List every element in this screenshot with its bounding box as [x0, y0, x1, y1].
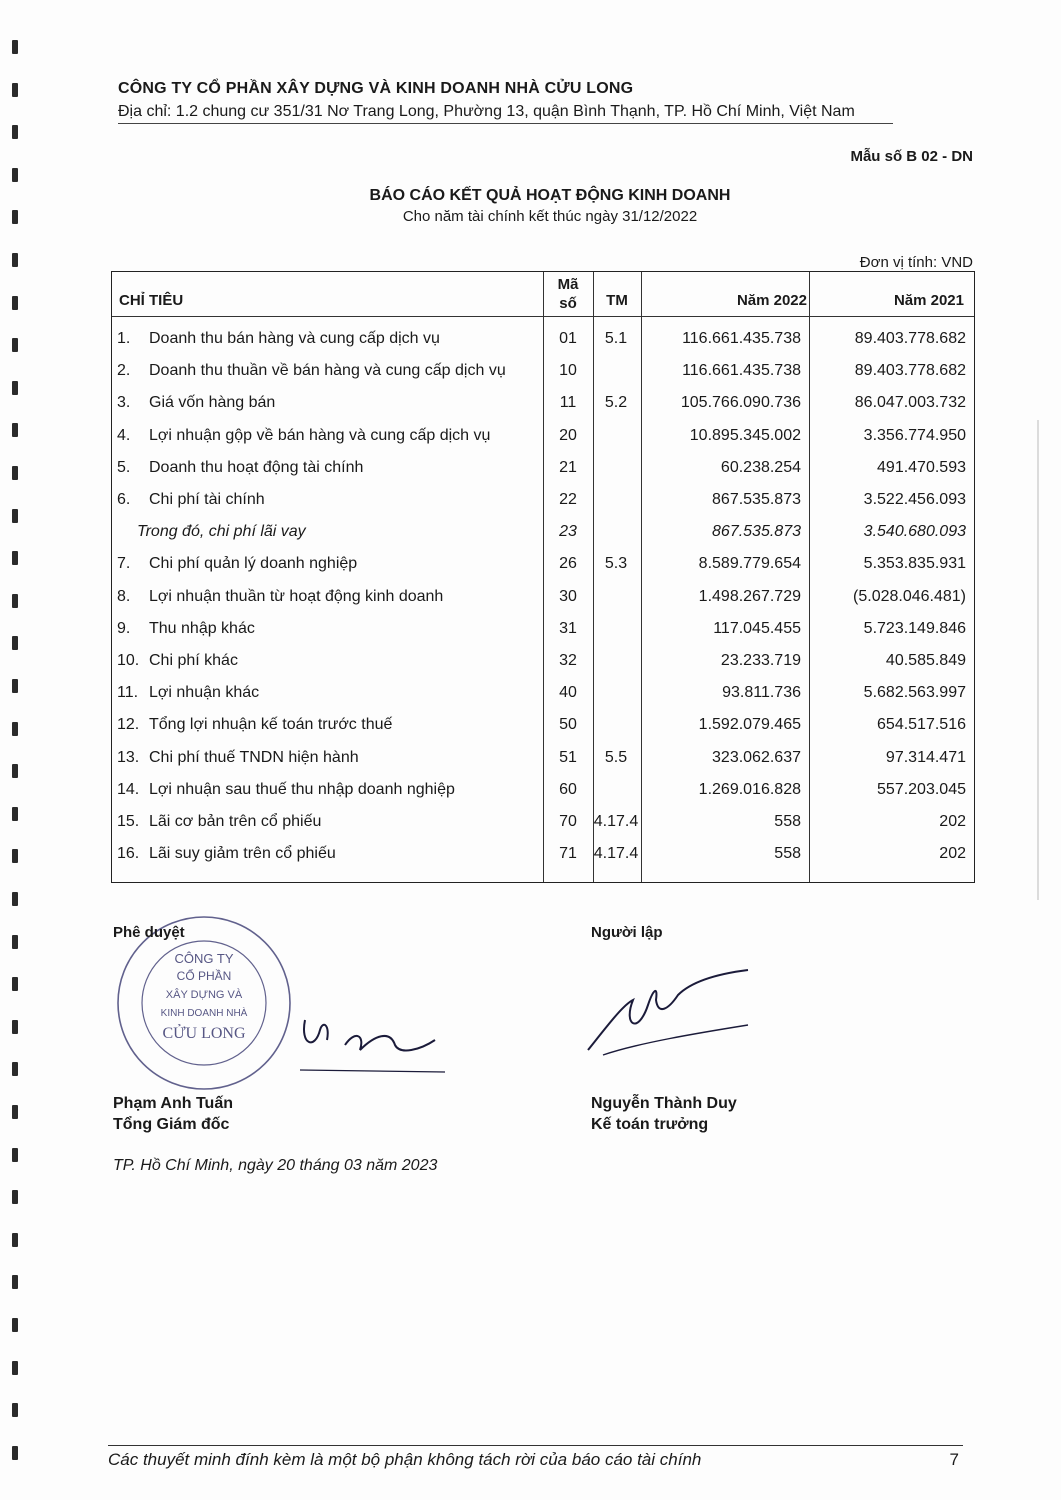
binder-hole	[12, 594, 18, 608]
row-note: 4.17.4	[593, 813, 639, 830]
value-2021: 202	[939, 813, 966, 830]
table-row	[112, 549, 974, 581]
value-2021: 3.356.774.950	[863, 426, 966, 444]
binder-hole	[12, 977, 18, 991]
binder-hole	[12, 1020, 18, 1034]
row-number: 8.	[117, 587, 131, 605]
row-label: Tổng lợi nhuận kế toán trước thuế	[149, 716, 393, 734]
row-number: 4.	[117, 426, 131, 444]
binder-hole	[12, 722, 18, 736]
svg-text:XÂY DỰNG VÀ: XÂY DỰNG VÀ	[165, 989, 243, 1001]
footer	[108, 1445, 963, 1470]
form-code: Mẫu số B 02 - DN	[850, 148, 973, 165]
binder-hole	[12, 1361, 18, 1375]
table-row	[112, 678, 974, 710]
row-number: 2.	[117, 362, 131, 380]
row-label: Chi phí tài chính	[149, 491, 265, 508]
value-2022: 116.661.435.738	[682, 362, 801, 380]
row-note: 5.3	[604, 555, 628, 573]
svg-text:CỔ PHẦN: CỔ PHẦN	[176, 969, 232, 983]
value-2021: (5.028.046.481)	[853, 587, 966, 605]
row-number: 15.	[117, 813, 140, 830]
row-label: Lãi suy giảm trên cổ phiếu	[149, 845, 336, 863]
report-subtitle: Cho năm tài chính kết thúc ngày 31/12/2022	[402, 208, 698, 225]
table-row	[112, 388, 974, 420]
binder-hole	[12, 679, 18, 693]
row-number: 5.	[117, 458, 131, 476]
row-number: 3.	[117, 394, 131, 412]
value-2022: 116.661.435.738	[682, 330, 801, 347]
binder-hole	[12, 1190, 18, 1204]
row-code: 51	[559, 748, 577, 766]
binder-hole	[12, 1403, 18, 1417]
row-label: Lợi nhuận gộp về bán hàng và cung cấp dịch vụ	[149, 426, 491, 444]
value-2022: 867.535.873	[712, 491, 801, 508]
row-code: 20	[559, 426, 577, 444]
row-code: 60	[559, 780, 577, 798]
row-number: 16.	[117, 845, 140, 863]
row-code: 32	[559, 652, 577, 669]
table-row	[112, 710, 974, 742]
row-label: Lợi nhuận khác	[149, 684, 260, 702]
report-title: BÁO CÁO KẾT QUẢ HOẠT ĐỘNG KINH DOANH	[369, 187, 731, 204]
table-row	[112, 743, 974, 775]
row-number: 13.	[117, 748, 140, 766]
table-row	[112, 807, 974, 839]
value-2021: 3.540.680.093	[863, 523, 966, 541]
row-label: Chi phí quản lý doanh nghiệp	[149, 555, 358, 573]
binder-hole	[12, 83, 18, 97]
row-label: Lợi nhuận sau thuế thu nhập doanh nghiệp	[149, 780, 455, 798]
row-label: Thu nhập khác	[149, 619, 255, 637]
header-year-2022: Năm 2022	[736, 292, 807, 309]
value-2021: 86.047.003.732	[854, 394, 966, 412]
row-note: 4.17.4	[593, 845, 639, 863]
value-2022: 117.045.455	[713, 619, 801, 637]
table-row	[112, 421, 974, 453]
binder-hole	[12, 296, 18, 310]
value-2021: 5.723.149.846	[863, 619, 966, 637]
row-label: Chi phí khác	[149, 652, 238, 669]
value-2022: 323.062.637	[712, 748, 801, 766]
binder-hole	[12, 807, 18, 821]
header-code-line1: Mã	[557, 276, 579, 293]
table-row	[112, 485, 974, 517]
binder-hole	[12, 1275, 18, 1289]
binder-hole	[12, 1233, 18, 1247]
row-code: 40	[559, 684, 577, 702]
row-number: 9.	[117, 619, 131, 637]
row-number: 6.	[117, 491, 131, 508]
table-row	[112, 614, 974, 646]
value-2022: 93.811.736	[722, 684, 801, 702]
row-label: Doanh thu hoạt động tài chính	[149, 458, 364, 476]
value-2022: 867.535.873	[712, 523, 801, 541]
value-2021: 97.314.471	[885, 748, 966, 766]
binder-hole	[12, 849, 18, 863]
value-2021: 654.517.516	[877, 716, 966, 734]
table-row	[112, 356, 974, 388]
row-code: 30	[559, 587, 577, 605]
row-label: Chi phí thuế TNDN hiện hành	[149, 748, 359, 766]
binder-hole	[12, 1148, 18, 1162]
row-code: 23	[559, 523, 577, 541]
binder-hole	[12, 764, 18, 778]
value-2021: 89.403.778.682	[854, 330, 966, 347]
value-2021: 202	[939, 845, 966, 863]
value-2021: 40.585.849	[885, 652, 966, 669]
svg-text:CỬU LONG: CỬU LONG	[162, 1025, 246, 1042]
value-2022: 10.895.345.002	[689, 426, 801, 444]
table-row	[112, 453, 974, 485]
binder-hole	[12, 892, 18, 906]
binder-hole	[12, 125, 18, 139]
preparer-label: Người lập	[591, 924, 663, 941]
income-statement-table	[111, 271, 975, 883]
table-row	[112, 582, 974, 614]
row-code: 11	[559, 394, 577, 412]
approver-signature	[295, 1000, 455, 1075]
svg-text:KINH DOANH NHÀ: KINH DOANH NHÀ	[160, 1008, 248, 1019]
value-2022: 23.233.719	[720, 652, 801, 669]
binder-hole	[12, 1105, 18, 1119]
value-2021: 3.522.456.093	[863, 491, 966, 508]
preparer-signature	[578, 965, 758, 1065]
table-row	[112, 324, 974, 356]
row-code: 70	[559, 813, 577, 830]
row-number: 14.	[117, 780, 140, 798]
header-year-2021: Năm 2021	[893, 292, 964, 309]
row-number: 1.	[117, 330, 131, 347]
company-address: Địa chỉ: 1.2 chung cư 351/31 Nơ Trang Long, Phường 13, quận Bình Thạnh, TP. Hồ Chí Minh, Việt Nam	[118, 103, 893, 124]
binder-hole	[12, 551, 18, 565]
binder-hole	[12, 338, 18, 352]
row-label: Trong đó, chi phí lãi vay	[137, 523, 306, 541]
row-note: 5.5	[604, 748, 628, 766]
value-2022: 1.592.079.465	[698, 716, 801, 734]
row-code: 50	[559, 716, 577, 734]
row-code: 31	[559, 619, 577, 637]
value-2022: 8.589.779.654	[698, 555, 801, 573]
row-label: Lãi cơ bản trên cổ phiếu	[149, 813, 322, 830]
row-label: Doanh thu thuần về bán hàng và cung cấp dịch vụ	[149, 362, 506, 380]
header-code	[543, 275, 593, 313]
row-note: 5.1	[604, 330, 628, 347]
currency-unit: Đơn vị tính: VND	[859, 254, 973, 271]
value-2022: 105.766.090.736	[680, 394, 801, 412]
value-2021: 5.353.835.931	[863, 555, 966, 573]
row-note: 5.2	[604, 394, 628, 412]
row-label: Doanh thu bán hàng và cung cấp dịch vụ	[149, 330, 440, 347]
row-code: 01	[559, 330, 577, 347]
binder-hole	[12, 40, 18, 54]
binder-hole	[12, 1318, 18, 1332]
preparer-title: Kế toán trưởng	[591, 1116, 709, 1133]
value-2022: 558	[774, 845, 801, 863]
row-code: 26	[559, 555, 577, 573]
row-number: 12.	[117, 716, 140, 734]
footer-note: Các thuyết minh đính kèm là một bộ phận không tách rời của báo cáo tài chính	[108, 1450, 702, 1469]
value-2022: 60.238.254	[720, 458, 801, 476]
binder-hole	[12, 253, 18, 267]
header-divider	[112, 316, 974, 317]
binder-hole	[12, 509, 18, 523]
preparer-name: Nguyễn Thành Duy	[591, 1095, 737, 1112]
table-row	[112, 839, 974, 871]
row-code: 71	[559, 845, 577, 863]
binder-hole	[12, 423, 18, 437]
adjacent-page-edge	[1018, 420, 1058, 900]
row-number: 11.	[117, 684, 139, 702]
value-2021: 5.682.563.997	[863, 684, 966, 702]
value-2022: 558	[774, 813, 801, 830]
binder-hole	[12, 168, 18, 182]
svg-text:CÔNG TY: CÔNG TY	[174, 951, 234, 966]
signing-date: TP. Hồ Chí Minh, ngày 20 tháng 03 năm 2023	[113, 1157, 438, 1174]
row-label: Giá vốn hàng bán	[149, 394, 276, 412]
value-2021: 557.203.045	[877, 780, 966, 798]
table-row	[112, 517, 974, 549]
binder-hole	[12, 1446, 18, 1460]
row-number: 10.	[117, 652, 140, 669]
row-code: 22	[559, 491, 577, 508]
binder-holes	[10, 40, 24, 1480]
header-indicator: CHỈ TIÊU	[119, 292, 184, 309]
company-name: CÔNG TY CỔ PHẦN XÂY DỰNG VÀ KINH DOANH NHÀ CỬU LONG	[118, 80, 634, 97]
header-code-line2: số	[559, 295, 577, 312]
binder-hole	[12, 381, 18, 395]
approve-label: Phê duyệt	[113, 924, 185, 941]
table-row	[112, 646, 974, 678]
table-row	[112, 775, 974, 807]
row-label: Lợi nhuận thuần từ hoạt động kinh doanh	[149, 587, 444, 605]
binder-hole	[12, 935, 18, 949]
approver-title: Tổng Giám đốc	[113, 1116, 230, 1133]
value-2021: 89.403.778.682	[854, 362, 966, 380]
value-2022: 1.498.267.729	[698, 587, 801, 605]
row-number: 7.	[117, 555, 131, 573]
approver-name: Phạm Anh Tuấn	[113, 1095, 233, 1112]
header-note: TM	[606, 292, 628, 309]
value-2022: 1.269.016.828	[698, 780, 801, 798]
row-code: 10	[559, 362, 577, 380]
binder-hole	[12, 1062, 18, 1076]
binder-hole	[12, 636, 18, 650]
page-number: 7	[949, 1450, 959, 1469]
row-code: 21	[559, 458, 577, 476]
binder-hole	[12, 466, 18, 480]
value-2021: 491.470.593	[877, 458, 966, 476]
